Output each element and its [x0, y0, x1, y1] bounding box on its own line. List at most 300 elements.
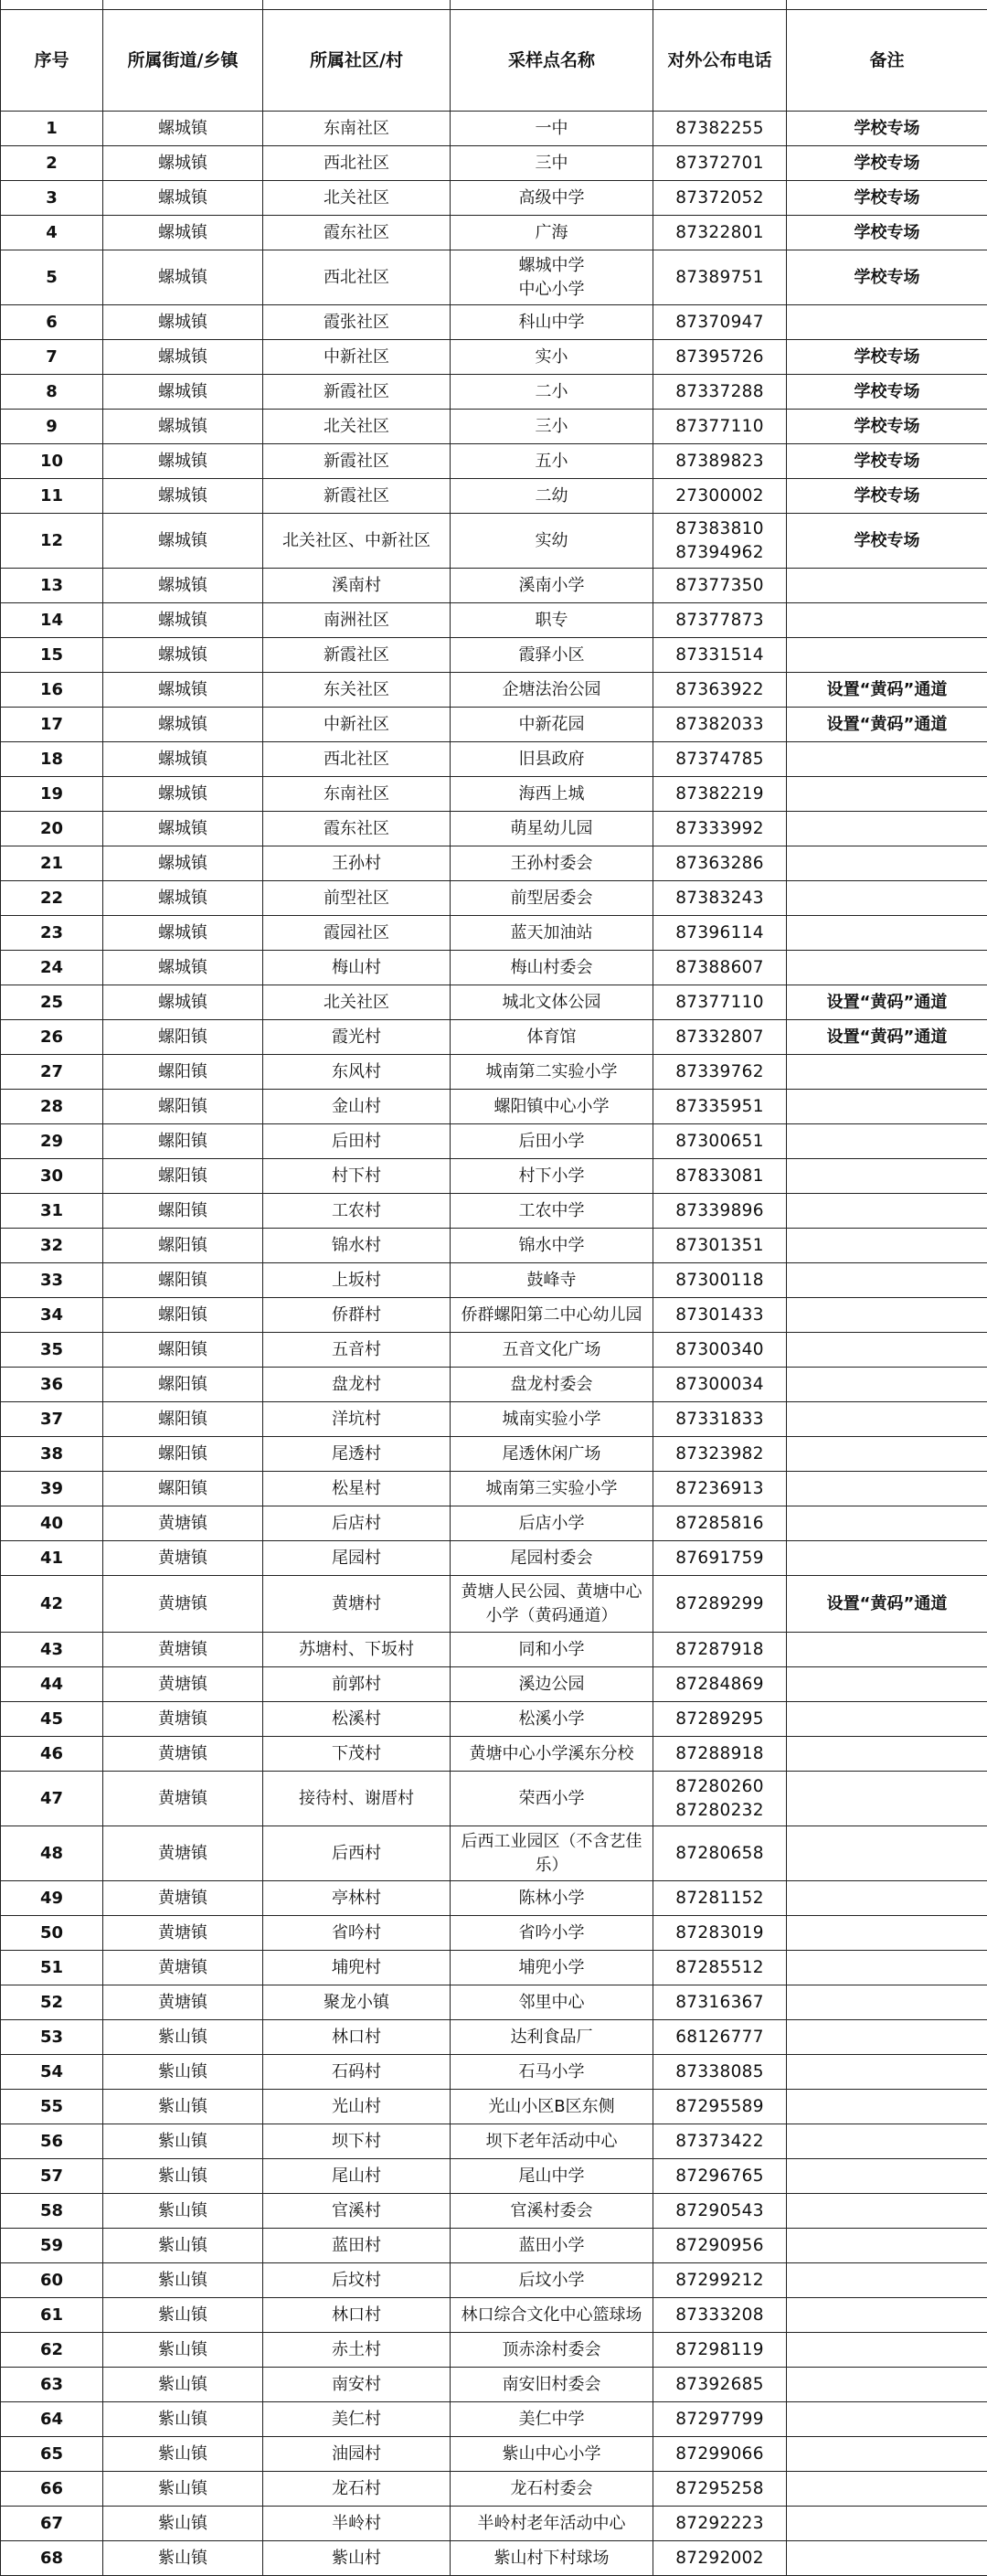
town-cell: 黄塘镇	[103, 1702, 263, 1737]
phone-cell	[653, 2437, 787, 2472]
remark-cell: 设置“黄码”通道	[787, 1020, 987, 1055]
serial-number-cell: 27	[1, 1055, 103, 1090]
remark-cell	[787, 881, 987, 916]
table-row	[1, 1576, 987, 1633]
phone-cell	[653, 1194, 787, 1229]
serial-number-cell: 59	[1, 2229, 103, 2263]
sampling-site-line: 盘龙村委会	[452, 1373, 651, 1397]
serial-number-cell: 57	[1, 2159, 103, 2194]
table-row	[1, 881, 987, 916]
sampling-site-cell	[451, 846, 653, 881]
phone-cell	[653, 569, 787, 603]
remark-cell: 学校专场	[787, 514, 987, 569]
sampling-site-cell	[451, 305, 653, 340]
sampling-site-cell	[451, 2124, 653, 2159]
phone-cell	[653, 1985, 787, 2020]
table-row	[1, 985, 987, 1020]
sampling-site-cell	[451, 569, 653, 603]
sampling-site-cell	[451, 1229, 653, 1263]
phone-cell	[653, 673, 787, 708]
sampling-site-line: 龙石村委会	[452, 2477, 651, 2501]
sampling-site-line: 一中	[452, 117, 651, 141]
community-cell: 油园村	[263, 2437, 451, 2472]
header-street-town: 所属街道/乡镇	[103, 10, 263, 112]
town-cell: 紫山镇	[103, 2055, 263, 2090]
phone-number: 87377110	[655, 415, 784, 439]
table-row	[1, 2090, 987, 2124]
phone-number: 87297799	[655, 2408, 784, 2432]
community-cell: 新霞社区	[263, 444, 451, 479]
town-cell: 紫山镇	[103, 2402, 263, 2437]
sampling-site-line: 溪边公园	[452, 1673, 651, 1697]
remark-cell	[787, 1881, 987, 1916]
serial-number-cell: 13	[1, 569, 103, 603]
sampling-site-line: 石马小学	[452, 2060, 651, 2084]
remark-cell	[787, 2090, 987, 2124]
remark-cell	[787, 1667, 987, 1702]
remark-cell	[787, 2298, 987, 2333]
remark-cell	[787, 2472, 987, 2507]
remark-cell	[787, 2402, 987, 2437]
phone-cell	[653, 112, 787, 146]
town-cell: 黄塘镇	[103, 1881, 263, 1916]
phone-number: 87300118	[655, 1269, 784, 1293]
town-cell: 螺阳镇	[103, 1055, 263, 1090]
sampling-site-line: 鼓峰寺	[452, 1269, 651, 1293]
phone-number: 87295589	[655, 2095, 784, 2119]
remark-cell	[787, 742, 987, 777]
phone-number: 87333208	[655, 2304, 784, 2327]
sampling-site-line: 坝下老年活动中心	[452, 2130, 651, 2154]
phone-cell	[653, 1826, 787, 1881]
phone-cell	[653, 1402, 787, 1437]
table-row	[1, 603, 987, 638]
table-row	[1, 1951, 987, 1985]
phone-number: 87383810	[655, 517, 784, 541]
community-cell: 半岭村	[263, 2507, 451, 2541]
phone-number: 87299066	[655, 2443, 784, 2466]
sampling-site-line: 蓝田小学	[452, 2234, 651, 2258]
community-cell: 官溪村	[263, 2194, 451, 2229]
table-row	[1, 146, 987, 181]
community-cell: 石码村	[263, 2055, 451, 2090]
community-cell: 聚龙小镇	[263, 1985, 451, 2020]
serial-number-cell: 23	[1, 916, 103, 951]
phone-cell	[653, 708, 787, 742]
phone-cell	[653, 603, 787, 638]
community-cell: 工农村	[263, 1194, 451, 1229]
town-cell: 螺城镇	[103, 410, 263, 444]
table-row	[1, 2333, 987, 2368]
table-row	[1, 2437, 987, 2472]
town-cell: 螺城镇	[103, 916, 263, 951]
gap-cell	[451, 0, 653, 10]
community-cell: 洋坑村	[263, 1402, 451, 1437]
serial-number-cell: 54	[1, 2055, 103, 2090]
phone-number: 87280232	[655, 1799, 784, 1823]
phone-cell	[653, 375, 787, 410]
table-row	[1, 638, 987, 673]
gap-cell	[653, 0, 787, 10]
phone-number: 87285512	[655, 1956, 784, 1980]
table-row	[1, 1702, 987, 1737]
community-cell: 侨群村	[263, 1298, 451, 1333]
sampling-site-cell	[451, 1951, 653, 1985]
phone-cell	[653, 1229, 787, 1263]
table-row	[1, 846, 987, 881]
sampling-site-cell	[451, 603, 653, 638]
town-cell: 螺城镇	[103, 146, 263, 181]
remark-cell	[787, 305, 987, 340]
phone-number: 87339762	[655, 1060, 784, 1084]
town-cell: 螺阳镇	[103, 1472, 263, 1506]
serial-number-cell: 2	[1, 146, 103, 181]
sampling-site-cell	[451, 1881, 653, 1916]
remark-cell	[787, 638, 987, 673]
remark-cell	[787, 1124, 987, 1159]
remark-cell: 学校专场	[787, 444, 987, 479]
table-header	[1, 0, 987, 112]
community-cell: 东南社区	[263, 777, 451, 812]
town-cell: 黄塘镇	[103, 1576, 263, 1633]
community-cell: 北关社区	[263, 181, 451, 216]
phone-number: 87395726	[655, 346, 784, 369]
sampling-site-cell	[451, 1194, 653, 1229]
phone-number: 87363286	[655, 852, 784, 876]
phone-number: 87372052	[655, 186, 784, 210]
serial-number-cell: 48	[1, 1826, 103, 1881]
sampling-site-cell	[451, 812, 653, 846]
town-cell: 螺城镇	[103, 250, 263, 305]
town-cell: 螺城镇	[103, 985, 263, 1020]
phone-cell	[653, 951, 787, 985]
serial-number-cell: 39	[1, 1472, 103, 1506]
town-cell: 黄塘镇	[103, 1633, 263, 1667]
sampling-site-line: 后西工业园区（不含艺佳	[452, 1830, 651, 1854]
table-row	[1, 216, 987, 250]
community-cell: 林口村	[263, 2020, 451, 2055]
serial-number-cell: 34	[1, 1298, 103, 1333]
remark-cell	[787, 1826, 987, 1881]
phone-cell	[653, 1506, 787, 1541]
phone-number: 87296765	[655, 2165, 784, 2188]
remark-cell	[787, 1633, 987, 1667]
phone-cell	[653, 985, 787, 1020]
sampling-site-cell	[451, 2541, 653, 2576]
serial-number-cell: 17	[1, 708, 103, 742]
sampling-site-cell	[451, 410, 653, 444]
phone-cell	[653, 2090, 787, 2124]
community-cell: 北关社区、中新社区	[263, 514, 451, 569]
gap-cell	[787, 0, 987, 10]
sampling-site-line: 埔兜小学	[452, 1956, 651, 1980]
header-community-village: 所属社区/村	[263, 10, 451, 112]
phone-number: 87377110	[655, 991, 784, 1015]
sampling-site-line: 旧县政府	[452, 748, 651, 772]
table-row	[1, 112, 987, 146]
sampling-site-line: 广海	[452, 221, 651, 245]
phone-cell	[653, 1916, 787, 1951]
remark-cell	[787, 2263, 987, 2298]
sampling-site-line: 后坟小学	[452, 2269, 651, 2293]
sampling-site-line: 企塘法治公园	[452, 678, 651, 702]
remark-cell: 学校专场	[787, 112, 987, 146]
phone-number: 87383243	[655, 887, 784, 910]
sampling-site-cell	[451, 1472, 653, 1506]
serial-number-cell: 58	[1, 2194, 103, 2229]
table-row	[1, 410, 987, 444]
phone-number: 87392685	[655, 2373, 784, 2397]
serial-number-cell: 14	[1, 603, 103, 638]
remark-cell	[787, 1298, 987, 1333]
town-cell: 紫山镇	[103, 2124, 263, 2159]
phone-cell	[653, 1737, 787, 1772]
sampling-site-line: 中新花园	[452, 713, 651, 737]
serial-number-cell: 24	[1, 951, 103, 985]
phone-cell	[653, 340, 787, 375]
sampling-site-cell	[451, 2368, 653, 2402]
sampling-site-cell	[451, 514, 653, 569]
community-cell: 中新社区	[263, 340, 451, 375]
community-cell: 坝下村	[263, 2124, 451, 2159]
sampling-site-cell	[451, 1055, 653, 1090]
phone-number: 87389823	[655, 450, 784, 474]
phone-number: 87333992	[655, 817, 784, 841]
table-row	[1, 2402, 987, 2437]
community-cell: 紫山村	[263, 2541, 451, 2576]
sampling-site-cell	[451, 112, 653, 146]
table-row	[1, 2124, 987, 2159]
table-row	[1, 742, 987, 777]
header-sampling-site-name: 采样点名称	[451, 10, 653, 112]
community-cell: 美仁村	[263, 2402, 451, 2437]
remark-cell	[787, 1985, 987, 2020]
community-cell: 王孙村	[263, 846, 451, 881]
sampling-site-cell	[451, 1159, 653, 1194]
serial-number-cell: 36	[1, 1368, 103, 1402]
phone-number: 87280658	[655, 1842, 784, 1866]
serial-number-cell: 65	[1, 2437, 103, 2472]
phone-number: 87374785	[655, 748, 784, 772]
town-cell: 紫山镇	[103, 2437, 263, 2472]
sampling-site-cell	[451, 1124, 653, 1159]
sampling-site-cell	[451, 951, 653, 985]
serial-number-cell: 11	[1, 479, 103, 514]
table-row	[1, 340, 987, 375]
serial-number-cell: 67	[1, 2507, 103, 2541]
remark-cell	[787, 1055, 987, 1090]
sampling-site-line: 官溪村委会	[452, 2199, 651, 2223]
serial-number-cell: 8	[1, 375, 103, 410]
sampling-site-line: 螺阳镇中心小学	[452, 1095, 651, 1119]
phone-cell	[653, 2263, 787, 2298]
sampling-site-line: 侨群螺阳第二中心幼儿园	[452, 1304, 651, 1327]
sampling-site-cell	[451, 1633, 653, 1667]
phone-number: 87287918	[655, 1638, 784, 1662]
community-cell: 后西村	[263, 1826, 451, 1881]
phone-number: 87300034	[655, 1373, 784, 1397]
table-row	[1, 514, 987, 569]
town-cell: 螺城镇	[103, 305, 263, 340]
community-cell: 中新社区	[263, 708, 451, 742]
sampling-site-cell	[451, 1985, 653, 2020]
phone-cell	[653, 2472, 787, 2507]
sampling-site-line: 黄塘中心小学溪东分校	[452, 1742, 651, 1766]
remark-cell	[787, 1472, 987, 1506]
sampling-site-line: 五小	[452, 450, 651, 474]
town-cell: 螺阳镇	[103, 1402, 263, 1437]
serial-number-cell: 4	[1, 216, 103, 250]
sampling-site-cell	[451, 742, 653, 777]
phone-number: 87290956	[655, 2234, 784, 2258]
sampling-site-cell	[451, 985, 653, 1020]
table-row	[1, 2368, 987, 2402]
gap-cell	[1, 0, 103, 10]
table-row	[1, 1985, 987, 2020]
remark-cell	[787, 1159, 987, 1194]
sampling-site-line: 前型居委会	[452, 887, 651, 910]
sampling-site-cell	[451, 1402, 653, 1437]
remark-cell: 设置“黄码”通道	[787, 673, 987, 708]
serial-number-cell: 35	[1, 1333, 103, 1368]
table-row	[1, 2159, 987, 2194]
sampling-site-cell	[451, 2159, 653, 2194]
serial-number-cell: 26	[1, 1020, 103, 1055]
sampling-site-line: 蓝天加油站	[452, 921, 651, 945]
remark-cell	[787, 1368, 987, 1402]
town-cell: 螺城镇	[103, 216, 263, 250]
sampling-site-cell	[451, 146, 653, 181]
sampling-site-line: 三小	[452, 415, 651, 439]
town-cell: 紫山镇	[103, 2263, 263, 2298]
table-row	[1, 1737, 987, 1772]
remark-cell: 设置“黄码”通道	[787, 708, 987, 742]
sampling-site-line: 锦水中学	[452, 1234, 651, 1258]
sampling-site-cell	[451, 1333, 653, 1368]
sampling-site-line: 顶赤涂村委会	[452, 2338, 651, 2362]
phone-cell	[653, 2368, 787, 2402]
serial-number-cell: 19	[1, 777, 103, 812]
phone-cell	[653, 181, 787, 216]
town-cell: 紫山镇	[103, 2333, 263, 2368]
remark-cell	[787, 1506, 987, 1541]
serial-number-cell: 6	[1, 305, 103, 340]
town-cell: 螺城镇	[103, 951, 263, 985]
community-cell: 松溪村	[263, 1702, 451, 1737]
serial-number-cell: 16	[1, 673, 103, 708]
remark-cell: 学校专场	[787, 250, 987, 305]
phone-number: 87396114	[655, 921, 784, 945]
serial-number-cell: 64	[1, 2402, 103, 2437]
remark-cell	[787, 1702, 987, 1737]
phone-cell	[653, 1090, 787, 1124]
town-cell: 紫山镇	[103, 2472, 263, 2507]
phone-cell	[653, 1333, 787, 1368]
phone-number: 87289295	[655, 1708, 784, 1731]
town-cell: 螺城镇	[103, 112, 263, 146]
community-cell: 霞东社区	[263, 216, 451, 250]
phone-cell	[653, 1263, 787, 1298]
community-cell: 西北社区	[263, 146, 451, 181]
serial-number-cell: 3	[1, 181, 103, 216]
town-cell: 螺阳镇	[103, 1020, 263, 1055]
table-row	[1, 479, 987, 514]
serial-number-cell: 66	[1, 2472, 103, 2507]
sampling-site-line: 海西上城	[452, 782, 651, 806]
table-row	[1, 1881, 987, 1916]
community-cell: 新霞社区	[263, 638, 451, 673]
remark-cell	[787, 603, 987, 638]
serial-number-cell: 20	[1, 812, 103, 846]
sampling-site-line: 紫山村下村球场	[452, 2547, 651, 2571]
serial-number-cell: 7	[1, 340, 103, 375]
header-row	[1, 10, 987, 112]
town-cell: 螺阳镇	[103, 1090, 263, 1124]
gap-cell	[103, 0, 263, 10]
community-cell: 东风村	[263, 1055, 451, 1090]
phone-cell	[653, 2402, 787, 2437]
table-row	[1, 569, 987, 603]
sampling-site-line: 同和小学	[452, 1638, 651, 1662]
table-row	[1, 1667, 987, 1702]
serial-number-cell: 45	[1, 1702, 103, 1737]
serial-number-cell: 31	[1, 1194, 103, 1229]
remark-cell	[787, 1090, 987, 1124]
remark-cell: 学校专场	[787, 479, 987, 514]
table-row	[1, 1916, 987, 1951]
sampling-site-line: 工农中学	[452, 1199, 651, 1223]
remark-cell	[787, 1402, 987, 1437]
sampling-site-cell	[451, 2020, 653, 2055]
town-cell: 螺城镇	[103, 340, 263, 375]
sampling-site-line: 二幼	[452, 484, 651, 508]
town-cell: 螺阳镇	[103, 1298, 263, 1333]
phone-cell	[653, 1702, 787, 1737]
town-cell: 黄塘镇	[103, 1667, 263, 1702]
remark-cell: 设置“黄码”通道	[787, 1576, 987, 1633]
sampling-site-line: 后店小学	[452, 1512, 651, 1536]
town-cell: 黄塘镇	[103, 1826, 263, 1881]
remark-cell	[787, 1437, 987, 1472]
serial-number-cell: 55	[1, 2090, 103, 2124]
remark-cell: 学校专场	[787, 340, 987, 375]
town-cell: 螺阳镇	[103, 1159, 263, 1194]
town-cell: 黄塘镇	[103, 1916, 263, 1951]
community-cell: 上坂村	[263, 1263, 451, 1298]
phone-number: 87382255	[655, 117, 784, 141]
community-cell: 林口村	[263, 2298, 451, 2333]
phone-cell	[653, 1576, 787, 1633]
phone-cell	[653, 1020, 787, 1055]
town-cell: 紫山镇	[103, 2090, 263, 2124]
remark-cell	[787, 1229, 987, 1263]
sampling-site-cell	[451, 216, 653, 250]
sampling-site-cell	[451, 1826, 653, 1881]
phone-cell	[653, 916, 787, 951]
phone-number: 87370947	[655, 311, 784, 335]
serial-number-cell: 15	[1, 638, 103, 673]
community-cell: 黄塘村	[263, 1576, 451, 1633]
serial-number-cell: 30	[1, 1159, 103, 1194]
community-cell: 尾透村	[263, 1437, 451, 1472]
town-cell: 紫山镇	[103, 2159, 263, 2194]
town-cell: 紫山镇	[103, 2368, 263, 2402]
table-row	[1, 1402, 987, 1437]
table-row	[1, 1772, 987, 1826]
sampling-site-line: 霞驿小区	[452, 644, 651, 667]
sampling-site-line: 王孙村委会	[452, 852, 651, 876]
phone-cell	[653, 479, 787, 514]
